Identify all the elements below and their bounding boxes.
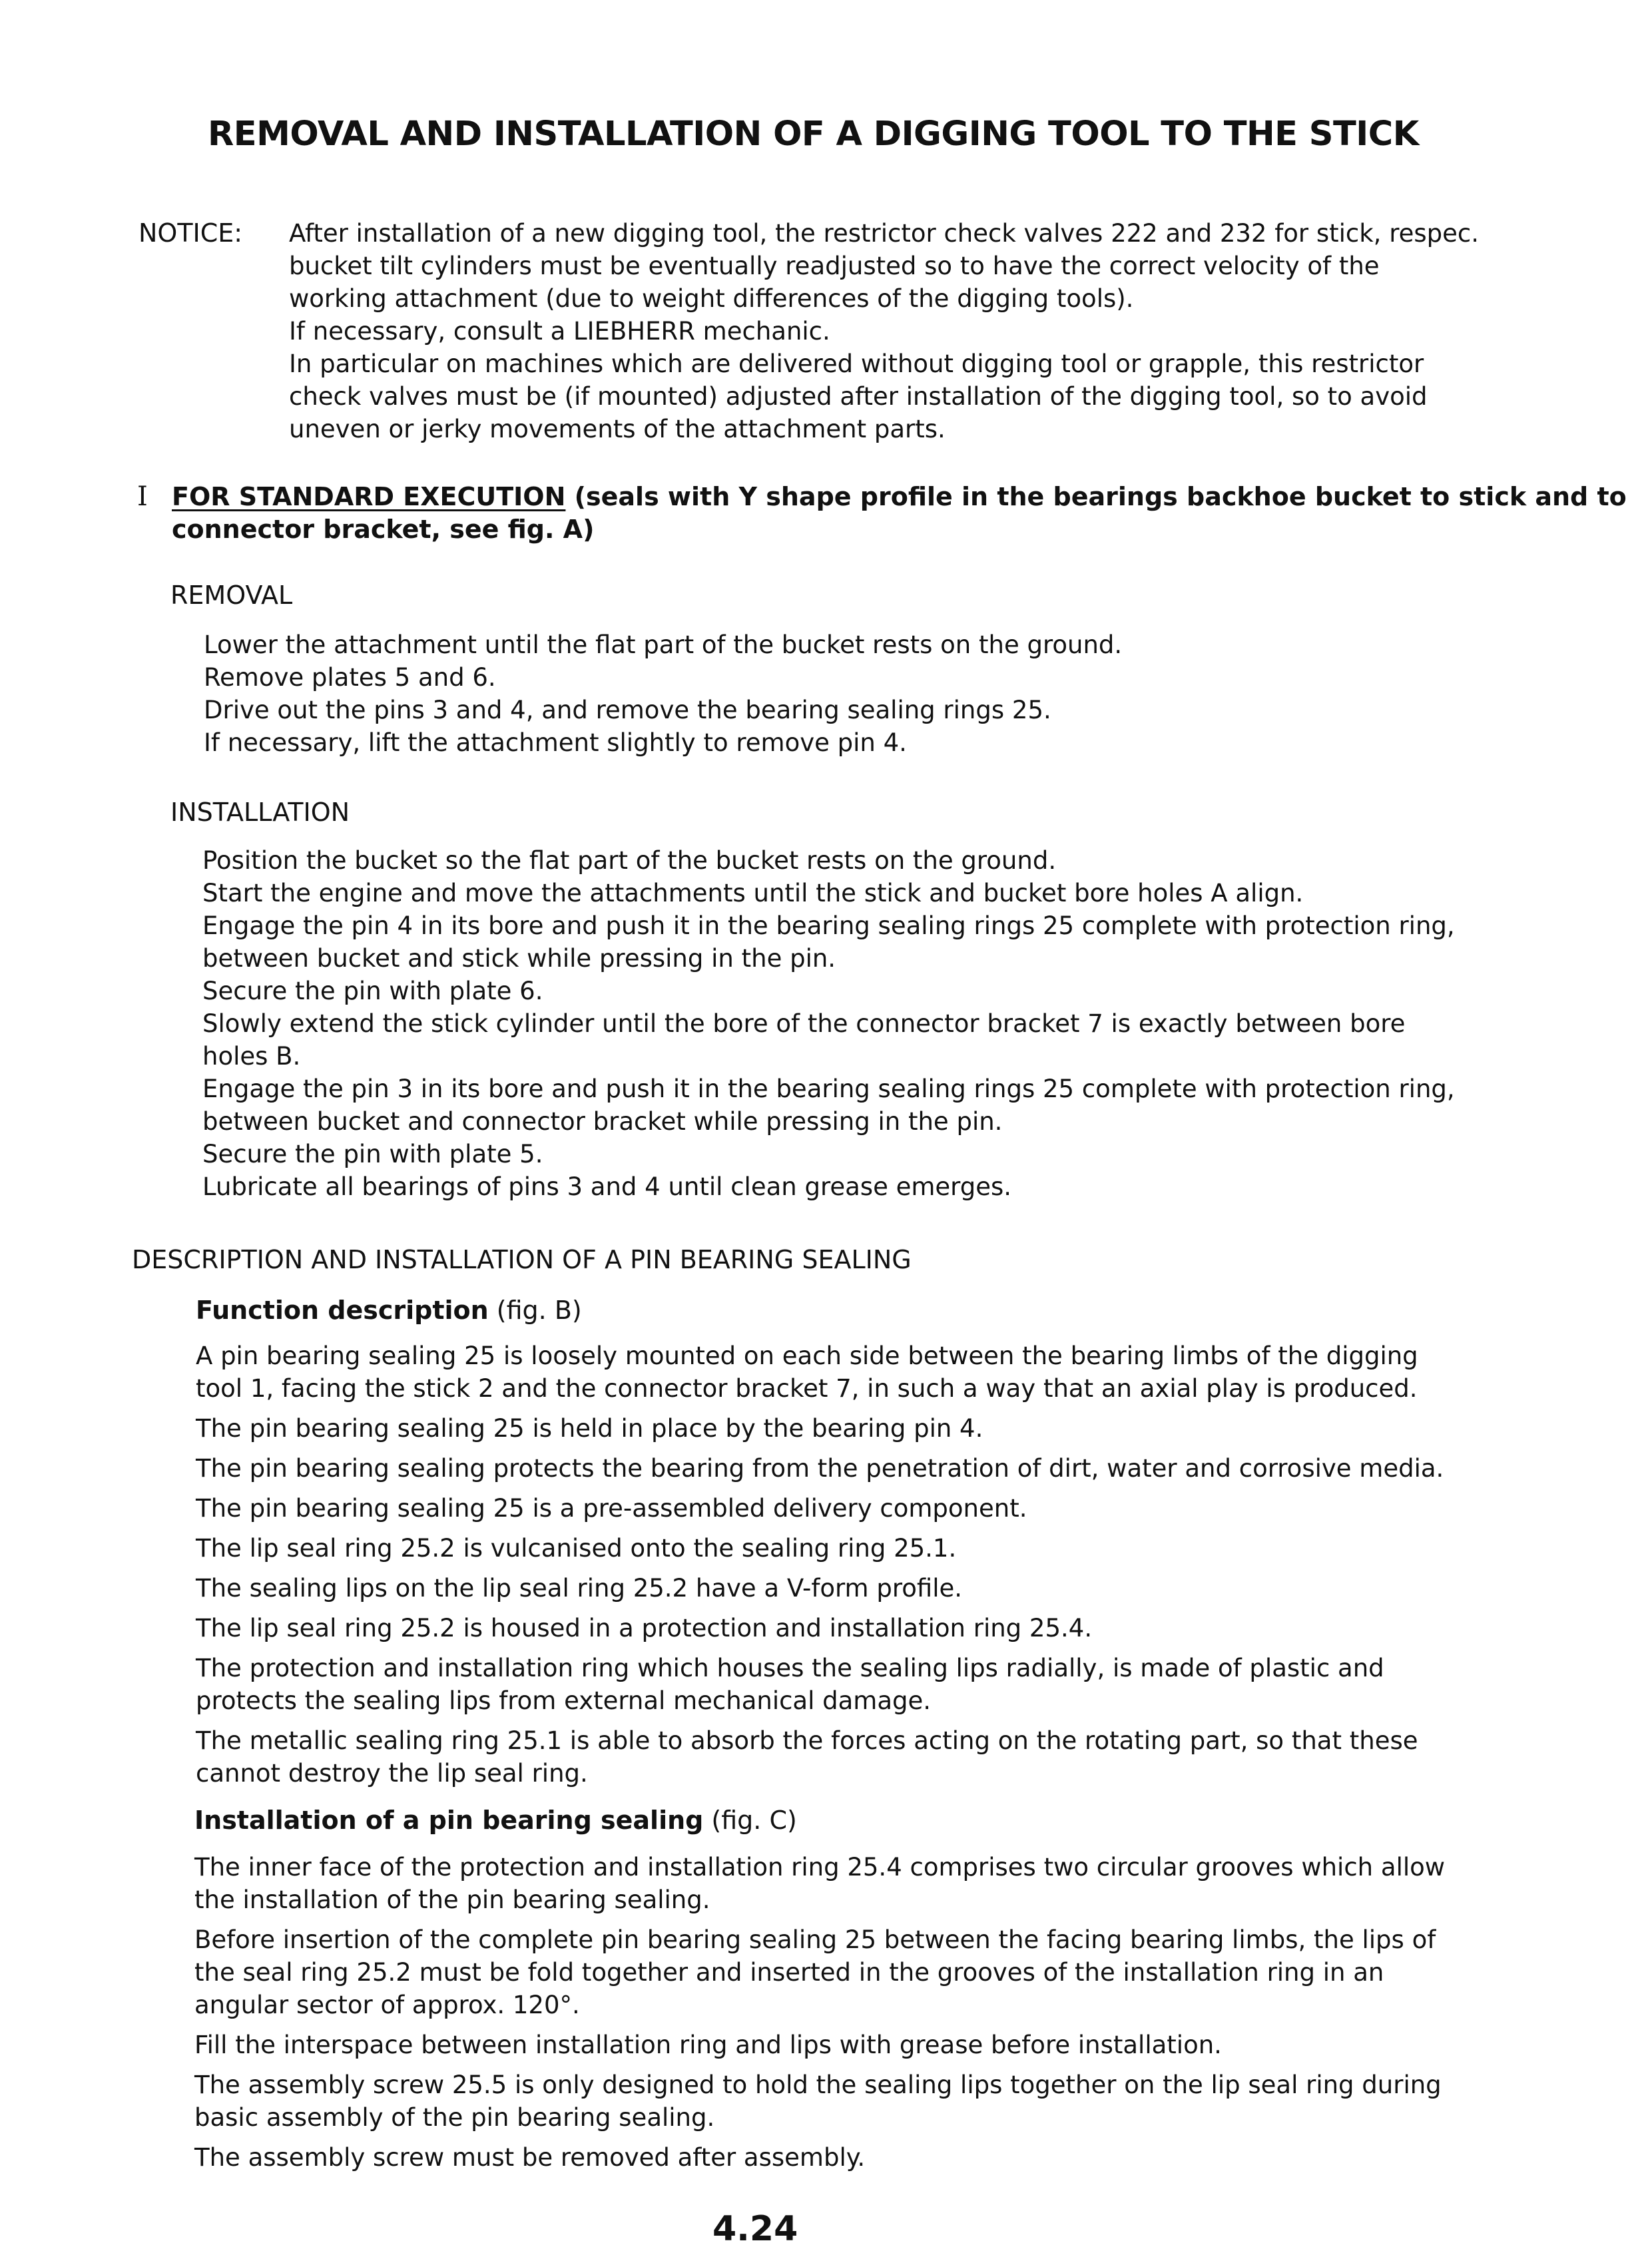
paragraph-line: cannot destroy the lip seal ring. xyxy=(196,1759,588,1788)
function-description-body xyxy=(196,1340,1505,1797)
paragraph xyxy=(196,1452,1505,1485)
notice-line: After installation of a new digging tool, the restrictor check valves 222 and 232 for stick, respec. xyxy=(289,219,1480,248)
paragraph-line: The lip seal ring 25.2 is housed in a protection and installation ring 25.4. xyxy=(196,1614,1093,1642)
section-heading xyxy=(172,481,1627,546)
notice-line: If necessary, consult a LIEBHERR mechanic. xyxy=(289,317,830,346)
notice-line: In particular on machines which are delivered without digging tool or grapple, this restrictor xyxy=(289,350,1424,378)
paragraph-line: the installation of the pin bearing sealing. xyxy=(194,1885,710,1914)
removal-step: Drive out the pins 3 and 4, and remove the bearing sealing rings 25. xyxy=(204,696,1051,724)
section-heading-underlined: FOR STANDARD EXECUTION xyxy=(172,482,566,511)
installation-step: between bucket and connector bracket while pressing in the pin. xyxy=(202,1107,1003,1136)
paragraph-line: The metallic sealing ring 25.1 is able to absorb the forces acting on the rotating part, so that these xyxy=(196,1726,1418,1755)
removal-step: If necessary, lift the attachment slightly to remove pin 4. xyxy=(204,728,907,757)
removal-step: Remove plates 5 and 6. xyxy=(204,663,496,692)
paragraph xyxy=(196,1412,1505,1445)
installation-step: holes B. xyxy=(202,1042,301,1071)
paragraph-line: A pin bearing sealing 25 is loosely mounted on each side between the bearing limbs of the digging xyxy=(196,1342,1418,1370)
installation-sealing-title-bold: Installation of a pin bearing sealing xyxy=(194,1806,704,1835)
paragraph-line: The sealing lips on the lip seal ring 25.2 have a V-form profile. xyxy=(196,1574,962,1603)
paragraph xyxy=(194,2141,1505,2174)
installation-step: between bucket and stick while pressing in the pin. xyxy=(202,944,836,973)
paragraph-line: The lip seal ring 25.2 is vulcanised onto the sealing ring 25.1. xyxy=(196,1534,957,1563)
paragraph-line: Before insertion of the complete pin bearing sealing 25 between the facing bearing limbs, the lips of xyxy=(194,1925,1436,1954)
paragraph-line: The inner face of the protection and installation ring 25.4 comprises two circular grooves which allow xyxy=(194,1853,1446,1881)
section-roman-numeral: I xyxy=(137,481,148,512)
description-heading: DESCRIPTION AND INSTALLATION OF A PIN BEARING SEALING xyxy=(132,1245,912,1274)
paragraph xyxy=(196,1572,1505,1605)
notice-line: bucket tilt cylinders must be eventually readjusted so to have the correct velocity of the xyxy=(289,252,1380,280)
section-heading-rest: (seals with Y shape profile in the bearings backhoe bucket to stick and to xyxy=(565,482,1627,511)
notice-line: working attachment (due to weight differences of the digging tools). xyxy=(289,284,1134,313)
paragraph-line: The assembly screw 25.5 is only designed to hold the sealing lips together on the lip seal ring during xyxy=(194,2071,1442,2099)
notice-body xyxy=(289,217,1505,445)
paragraph xyxy=(196,1340,1505,1405)
installation-step: Engage the pin 4 in its bore and push it in the bearing sealing rings 25 complete with protection ring, xyxy=(202,911,1455,940)
installation-sealing-title-ref: (fig. C) xyxy=(703,1806,797,1835)
paragraph-line: The pin bearing sealing 25 is held in place by the bearing pin 4. xyxy=(196,1414,983,1443)
paragraph-line: The pin bearing sealing protects the bearing from the penetration of dirt, water and corrosive media. xyxy=(196,1454,1444,1483)
installation-step: Secure the pin with plate 5. xyxy=(202,1140,543,1168)
removal-heading: REMOVAL xyxy=(170,581,293,610)
paragraph-line: Fill the interspace between installation ring and lips with grease before installation. xyxy=(194,2031,1222,2059)
paragraph-line: tool 1, facing the stick 2 and the connector bracket 7, in such a way that an axial play is produced. xyxy=(196,1374,1418,1403)
installation-steps xyxy=(202,844,1505,1203)
installation-heading: INSTALLATION xyxy=(170,798,350,827)
paragraph xyxy=(196,1532,1505,1565)
paragraph-line: the seal ring 25.2 must be fold together and inserted in the grooves of the installation ring in an xyxy=(194,1958,1384,1987)
paragraph xyxy=(194,1851,1505,1916)
paragraph xyxy=(196,1652,1505,1717)
paragraph xyxy=(196,1724,1505,1790)
paragraph-line: basic assembly of the pin bearing sealing. xyxy=(194,2103,715,2132)
page-number: 4.24 xyxy=(712,2209,798,2249)
installation-step: Start the engine and move the attachments until the stick and bucket bore holes A align. xyxy=(202,879,1304,907)
paragraph-line: The assembly screw must be removed after assembly. xyxy=(194,2143,866,2172)
installation-step: Engage the pin 3 in its bore and push it in the bearing sealing rings 25 complete with protection ring, xyxy=(202,1075,1455,1103)
function-title-bold: Function description xyxy=(196,1296,489,1325)
paragraph-line: angular sector of approx. 120°. xyxy=(194,1991,580,2019)
page-title: REMOVAL AND INSTALLATION OF A DIGGING TOOL TO THE STICK xyxy=(208,115,1419,154)
notice-line: check valves must be (if mounted) adjusted after installation of the digging tool, so to avoid xyxy=(289,382,1428,411)
removal-step: Lower the attachment until the flat part of the bucket rests on the ground. xyxy=(204,630,1123,659)
paragraph xyxy=(194,2069,1505,2134)
installation-step: Slowly extend the stick cylinder until the bore of the connector bracket 7 is exactly between bore xyxy=(202,1009,1406,1038)
function-title-ref: (fig. B) xyxy=(488,1296,582,1325)
notice-label: NOTICE: xyxy=(138,218,243,248)
notice-line: uneven or jerky movements of the attachment parts. xyxy=(289,415,946,443)
function-description-title xyxy=(196,1296,582,1325)
installation-sealing-title xyxy=(194,1806,797,1835)
installation-sealing-body xyxy=(194,1851,1505,2181)
paragraph-line: The pin bearing sealing 25 is a pre-assembled delivery component. xyxy=(196,1494,1027,1523)
paragraph xyxy=(196,1612,1505,1644)
paragraph xyxy=(194,1923,1505,2021)
paragraph-line: protects the sealing lips from external mechanical damage. xyxy=(196,1686,932,1715)
paragraph xyxy=(194,2029,1505,2061)
installation-step: Position the bucket so the flat part of the bucket rests on the ground. xyxy=(202,846,1057,875)
paragraph xyxy=(196,1492,1505,1525)
installation-step: Secure the pin with plate 6. xyxy=(202,977,543,1005)
removal-steps xyxy=(204,628,1509,759)
installation-step: Lubricate all bearings of pins 3 and 4 until clean grease emerges. xyxy=(202,1172,1012,1201)
section-heading-line2: connector bracket, see fig. A) xyxy=(172,515,595,544)
paragraph-line: The protection and installation ring which houses the sealing lips radially, is made of plastic and xyxy=(196,1654,1384,1682)
